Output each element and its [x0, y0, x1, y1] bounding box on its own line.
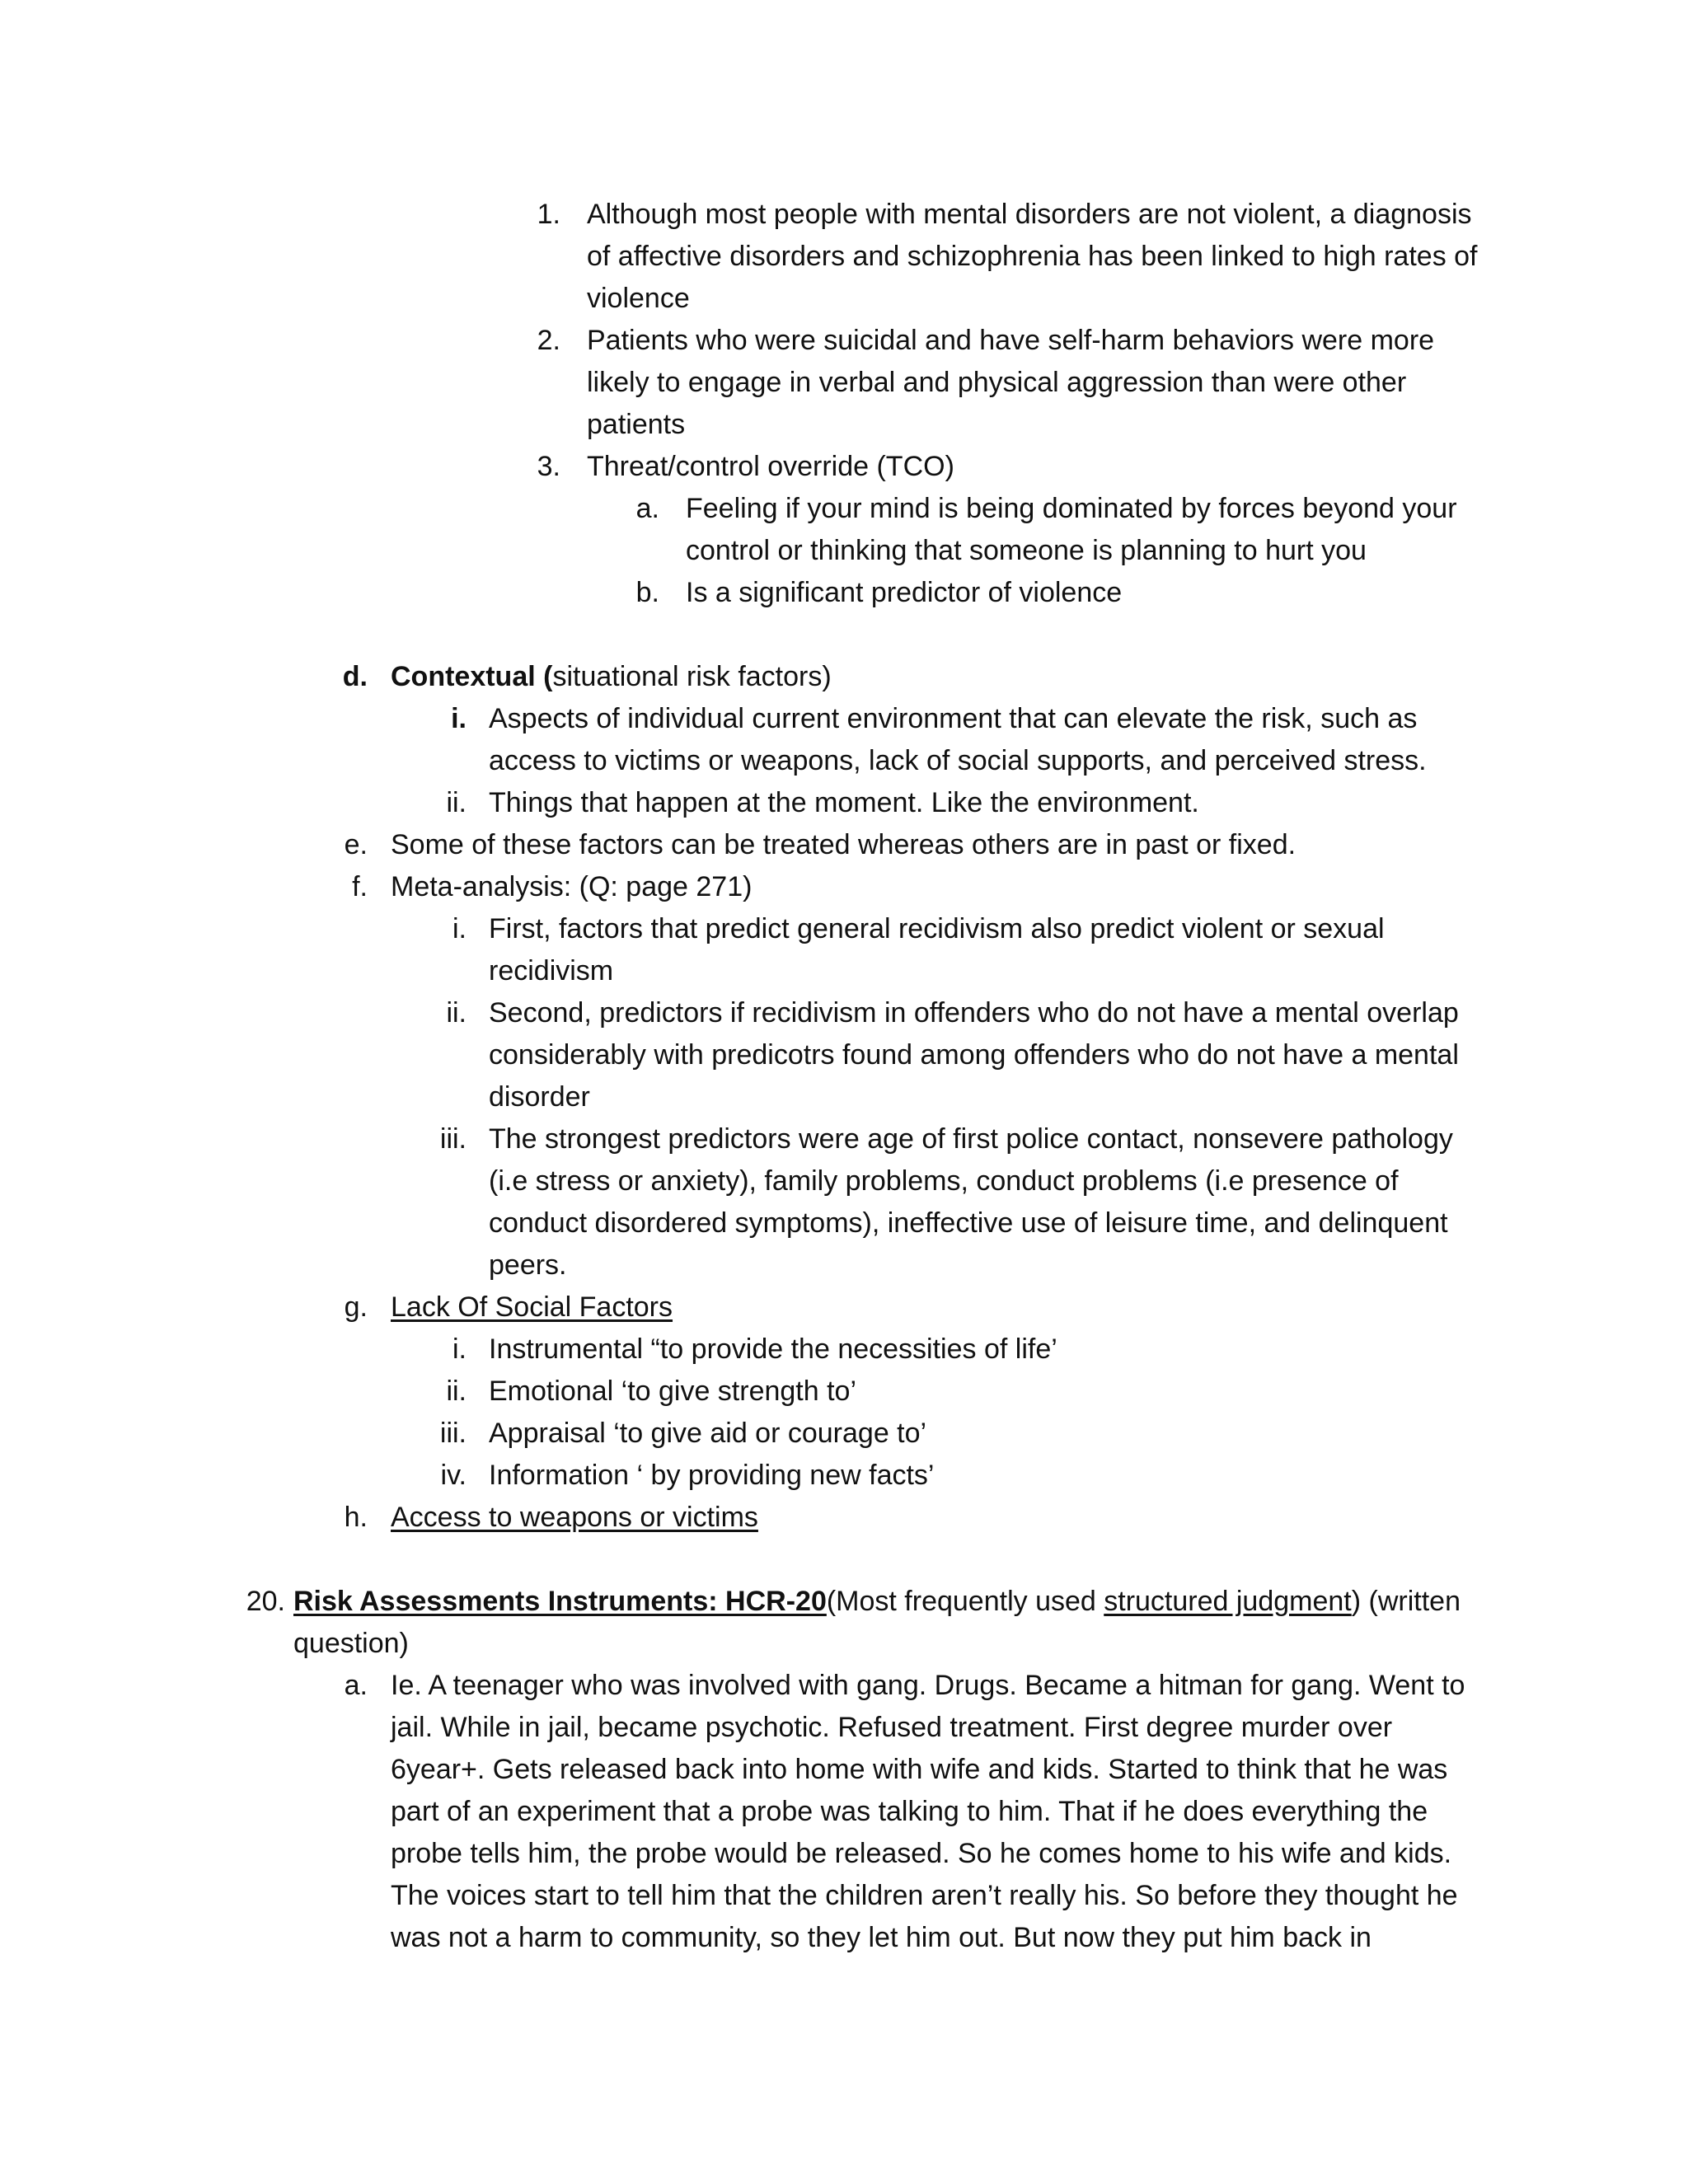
roman-item-text: Aspects of individual current environment that can elevate the risk, such as [489, 703, 1418, 734]
roman-marker: i. [452, 1333, 467, 1365]
sublist-item-text: Feeling if your mind is being dominated by forces beyond your [686, 493, 1457, 524]
item-title-paren: (Most frequently used [826, 1586, 1104, 1617]
section-marker: f. [352, 871, 368, 902]
item-title: Risk Assessments Instruments: HCR-20 [293, 1586, 827, 1617]
list-item-text: patients [587, 409, 686, 440]
section-text: Some of these factors can be treated whereas others are in past or fixed. [391, 829, 1296, 860]
paragraph-line: The voices start to tell him that the children aren’t really his. So before they thought he [391, 1880, 1458, 1911]
roman-marker: ii. [446, 1376, 467, 1407]
section-heading [391, 656, 832, 698]
roman-marker: iii. [439, 1418, 467, 1449]
list-item-text: violence [587, 283, 690, 314]
sublist-item-text: Is a significant predictor of violence [686, 577, 1123, 608]
roman-item-text: recidivism [489, 955, 614, 987]
section-heading: Lack Of Social Factors [391, 1291, 673, 1323]
list-marker: 3. [537, 451, 560, 482]
section-marker: g. [344, 1291, 368, 1323]
list-item-text: of affective disorders and schizophrenia has been linked to high rates of [587, 241, 1478, 272]
roman-item-text: peers. [489, 1249, 567, 1281]
section-heading: Access to weapons or victims [391, 1502, 758, 1533]
roman-item-text: The strongest predictors were age of first police contact, nonsevere pathology [489, 1123, 1453, 1155]
item-heading-continued: question) [293, 1628, 409, 1659]
roman-item-text: Instrumental “to provide the necessities of life’ [489, 1333, 1057, 1365]
item-title-paren-close: ) (written [1351, 1586, 1461, 1617]
roman-item-text: (i.e stress or anxiety), family problems, conduct problems (i.e presence of [489, 1165, 1399, 1197]
roman-item-text: Things that happen at the moment. Like the environment. [489, 787, 1199, 818]
roman-marker: i. [451, 703, 467, 734]
section-marker: e. [344, 829, 368, 860]
list-marker: 1. [537, 199, 560, 230]
list-marker: 20. [246, 1586, 285, 1617]
list-item-text: Threat/control override (TCO) [587, 451, 954, 482]
paragraph-line: was not a harm to community, so they let him out. But now they put him back in [391, 1922, 1372, 1953]
list-item-text: likely to engage in verbal and physical aggression than were other [587, 367, 1407, 398]
item-heading [293, 1581, 1461, 1623]
roman-item-text: Information ‘ by providing new facts’ [489, 1460, 935, 1491]
roman-marker: iv. [440, 1460, 467, 1491]
list-marker: 2. [537, 325, 560, 356]
roman-item-text: access to victims or weapons, lack of social supports, and perceived stress. [489, 745, 1427, 776]
sublist-marker: b. [635, 577, 659, 608]
roman-item-text: conduct disordered symptoms), ineffective use of leisure time, and delinquent [489, 1207, 1448, 1239]
paragraph-line: part of an experiment that a probe was talking to him. That if he does everything the [391, 1796, 1428, 1827]
roman-marker: ii. [446, 787, 467, 818]
roman-item-text: Second, predictors if recidivism in offenders who do not have a mental overlap [489, 997, 1459, 1029]
roman-item-text: First, factors that predict general recidivism also predict violent or sexual [489, 913, 1385, 944]
section-heading: Meta-analysis: (Q: page 271) [391, 871, 753, 902]
paragraph-line: Ie. A teenager who was involved with gang. Drugs. Became a hitman for gang. Went to [391, 1670, 1465, 1701]
list-item-text: Although most people with mental disorders are not violent, a diagnosis [587, 199, 1472, 230]
section-marker: h. [344, 1502, 368, 1533]
section-heading-bold: Contextual ( [391, 661, 553, 692]
paragraph-line: probe tells him, the probe would be released. So he comes home to his wife and kids. [391, 1838, 1452, 1869]
roman-marker: ii. [446, 997, 467, 1029]
structured-judgment-text: structured judgment [1104, 1586, 1352, 1617]
section-heading-rest: situational risk factors) [552, 661, 832, 692]
roman-item-text: Emotional ‘to give strength to’ [489, 1376, 857, 1407]
paragraph-line: 6year+. Gets released back into home with wife and kids. Started to think that he was [391, 1754, 1448, 1785]
list-item-text: Patients who were suicidal and have self-harm behaviors were more [587, 325, 1435, 356]
roman-item-text: disorder [489, 1081, 590, 1113]
section-marker: a. [344, 1670, 368, 1701]
roman-item-text: considerably with predicotrs found among offenders who do not have a mental [489, 1039, 1459, 1071]
roman-item-text: Appraisal ‘to give aid or courage to’ [489, 1418, 927, 1449]
roman-marker: iii. [439, 1123, 467, 1155]
sublist-marker: a. [635, 493, 659, 524]
section-marker: d. [342, 661, 368, 692]
paragraph-line: jail. While in jail, became psychotic. Refused treatment. First degree murder over [391, 1712, 1393, 1743]
sublist-item-text: control or thinking that someone is planning to hurt you [686, 535, 1367, 566]
roman-marker: i. [452, 913, 467, 944]
